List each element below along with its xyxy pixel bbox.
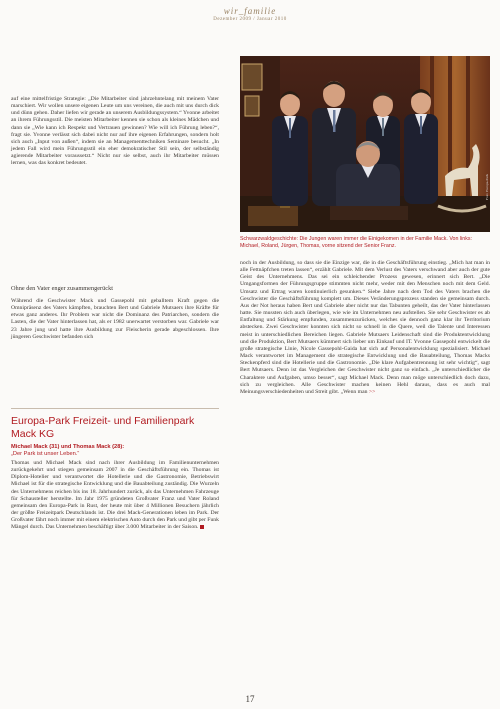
sidebar-section-title: Europa-Park Freizeit- und Familienpark Mack KG: [11, 415, 195, 440]
family-photo: [240, 56, 490, 232]
family-photo-illustration: [240, 56, 490, 232]
article-column-2: [240, 260, 490, 396]
section-divider: [11, 408, 219, 409]
magazine-title: wir_familie: [223, 6, 277, 16]
section-subheading: Ohne den Vater enger zusammengerückt: [11, 285, 113, 292]
photo-caption: Schwarzwaldgeschichte: Die Jungen waren immer die Einigekomen in der Familie Mack. Von links: Michael, Roland, Jürgen, Thomas, vorne sitzend der Senior Franz.: [240, 236, 472, 249]
article-column-1-continued: [11, 298, 219, 341]
sidebar-paragraph: Thomas und Michael Mack sind nach ihrer Ausbildung im Familienunternehmen zurückgekehrt und stiegen gemeinsam 2007 in die Geschäftsführung ein. Thomas ist Diplom-Hotelier und verantwortet die Hotellerie und die Gastronomie, Betriebswirt Michael ist für die strategische Entwicklung und die Bauabteilung zuständig. Die Wurzeln des Unternehmens reichen bis ins 18. Jahrhundert zurück, als das Unternehmen Fahrzeuge für Schausteller herstellte. Im Jahr 1975 gründeten Großvater Franz und Vater Roland gemeinsam den Europa-Park in Rust, der heute mit über 4 Millionen Besuchern jährlich der größte Freizeitpark Deutschlands ist. Die drei Mack-Generationen leben im Park. Der Großvater fährt noch immer mit einem elektrischen Auto durch den Park und gibt per Funk Mängel durch. Das Unternehmen beschäftigt über 3.000 Mitarbeiter in der Saison.: [11, 460, 219, 531]
sidebar-text-column: [11, 460, 219, 532]
article-paragraph: auf eine mittelfristige Strategie: „Die Mitarbeiter sind jahrzehntelang mit meinem Vater marschiert. Wir wollen unsere eigenen Leute um uns vereinen, die auch mit uns durch dick und dünn gehen. Daher liefen wir gerade an unserem Ausbildungssystem.“ Yvonne arbeitet an ihrem Führungsstil. Die meisten Mitarbeiter kennen sie schon als kleines Mädchen und dann sie „Wie kann ich Respekt und Vertrauen gewinnen? Wie will ich Führung leben?“, fragt sie. Yvonne verlässt sich dabei nicht nur auf ihre eigenen Erfahrungen, sondern holt sich auch „Input von außen“, indem sie an Managementtechniken Seminare besucht. „In jedem Fall wird mein Führungsstil ein eher demokratischer Stil sein, der selbständig agierende Mitarbeiter voraussetzt.“ Nicht nur sie selbst, auch ihr Mitarbeiter müssen lernen, was das konkret bedeutet.: [11, 96, 219, 167]
page-number: 17: [245, 694, 255, 704]
article-paragraph: noch in der Ausbildung, so dass sie die Einzige war, die in die Geschäftsführung einstieg. „Mich hat man in alle Fettnäpfchen treten lassen“, erzählt Gabriele. Mit dem Verlust des Vaters verschwand aber auch der gute Geist des Unternehmens. Das sei ein schleichender Prozess gewesen, erinnert sich Bert. „Die Umgangsformen der Führungsgruppe stimmten nicht mehr, weder mit den Menschen noch mit dem Geld. Umsatz und Ertrag waren kontinuierlich gesunken.“ Siebe Jahre nach dem Tod des Vaters brachen die Geschwister die Geschäftsführung komplett um. Dieses Veränderungsprozess standen sie gemeinsam durch. Aus der Not heraus haben Bert und Gabriele aber nicht nur das Tabunten geheilt, das der Vater hinterlassen hatte. Sie mussten sich auch überlegen, wie wie im Unternehmen neu aufstellen. Sie sehr Geschwister es ab Entfaltung und Stärkung empfunden, zusammenzurücken, welches sie dennoch ganz klar ihr Territorium abstecken. Zwei Geschwister konnten sich nicht so schnell in die Quere, weil die Talente und Interessen meist in unterschiedlichen Bereichen liegen. Gabriele Mutsaers Leidenschaft sind die Produktentwicklung und die Produktion, Bert Mutsaers kümmert sich lieber um Einkauf und IT. Yvonne Gassepohl entwickelt die große strategische Linie, Nicole Gassepohl-Gaida hat sich auf Personalentwicklung spezialisiert. Michael Mack verantwortet im Management die strategische Entwicklung und die Bauabteilung, Thomas Macks Steckenpferd sind die Hotellerie und die Gastronomie. „Die klare Aufgabentrennung ist sehr wichtig“, sagt Bert Mutsaers. Denn ist das Vergleichen der Geschwister nicht ganz so einfach. „Je unterschiedlicher die Charaktere und Aufgaben, umso besser“, sagt Michael Mack. Denn man möge unterschiedlich doch dazu, sich zu vergleichen. Alle Geschwister machen keinen Hehl daraus, dass es auch mal Meinungsverschiedenheiten und Streit gibt. „Wenn man: [240, 260, 490, 395]
article-paragraph: Während die Geschwister Mack und Gassepohl mit geballtem Kraft gegen die Omnipräsenz des Vaters kämpften, brauchten Bert und Gabriele Mutsaers ihre Kräfte für etwas ganz anderes. Ihr Problem war nicht die Dominanz des Patriarchen, sondern die Lasten, die der Vater hinterlassen hat, als er 1982 unerwartet verstorben war. Gabriele war 23 Jahre jung und hatte ihre Ausbildung zur Fleischerin gerade abgeschlossen. Ihre jüngeren Geschwister befanden sich: [11, 298, 219, 340]
issue-date: Dezember 2009 / Januar 2010: [213, 17, 287, 22]
page-header: [0, 6, 500, 22]
byline-quote: „Der Park ist unser Leben.“: [11, 451, 80, 457]
end-mark-icon: [200, 525, 204, 529]
sidebar-byline: [11, 444, 219, 458]
byline-names: Michael Mack (31) und Thomas Mack (28):: [11, 444, 125, 450]
continue-arrows-icon: >>: [368, 388, 376, 395]
photo-credit: Foto: Europa-Park: [485, 174, 489, 200]
article-column-1: [11, 96, 219, 168]
